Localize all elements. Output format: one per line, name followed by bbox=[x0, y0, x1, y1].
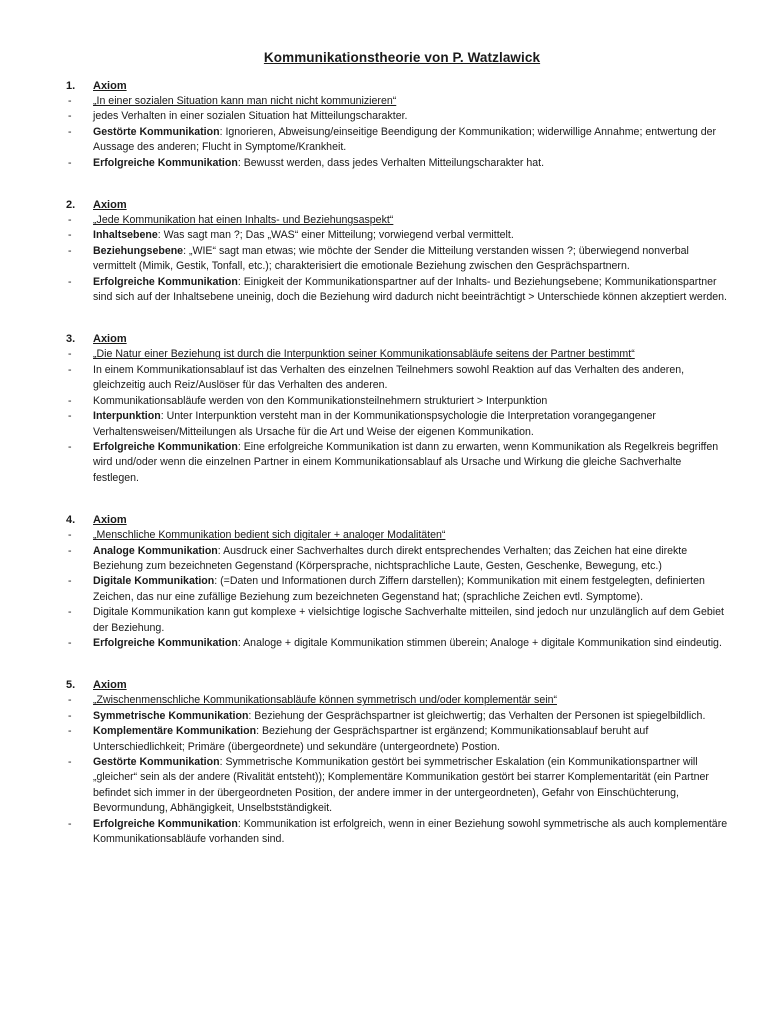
list-item bbox=[66, 213, 728, 228]
item-term: Symmetrische Kommunikation bbox=[93, 709, 249, 722]
axiom-section bbox=[66, 198, 728, 305]
dash-bullet: - bbox=[68, 214, 72, 227]
list-item bbox=[66, 347, 728, 362]
item-text bbox=[93, 347, 728, 362]
item-text bbox=[93, 156, 728, 171]
axiom-label: Axiom bbox=[93, 514, 127, 527]
item-text bbox=[93, 528, 728, 543]
dash-bullet: - bbox=[68, 636, 72, 649]
item-text bbox=[93, 574, 728, 605]
dash-bullet: - bbox=[68, 410, 72, 423]
item-term: Erfolgreiche Kommunikation bbox=[93, 817, 238, 830]
axiom-number: 2. bbox=[66, 199, 76, 212]
axiom-section bbox=[66, 79, 728, 171]
axiom-number: 5. bbox=[66, 679, 76, 692]
list-item bbox=[66, 409, 728, 440]
list-item bbox=[66, 544, 728, 575]
dash-bullet: - bbox=[68, 440, 72, 453]
item-body: : Einigkeit der Kommunikationspartner auf der Inhalts- und Beziehungsebene; Kommunikationspartner sind sich auf der Inhaltsebene uneinig, doch die Beziehung wird dadurch nicht beeinträchtigt > Unterschiede können akzeptiert werden. bbox=[93, 275, 727, 304]
item-body: : Ignorieren, Abweisung/einseitige Beendigung der Kommunikation; widerwillige Annahme; entwertung der Aussage des anderen; Flucht in Symptome/Krankheit. bbox=[93, 125, 717, 154]
dash-bullet: - bbox=[68, 95, 72, 107]
item-text bbox=[93, 544, 728, 575]
item-body: : Was sagt man ?; Das „WAS“ einer Mitteilung; vorwiegend verbal vermittelt. bbox=[157, 229, 514, 242]
dash-bullet: - bbox=[68, 156, 72, 169]
dash-bullet: - bbox=[68, 363, 72, 376]
axiom-heading bbox=[66, 198, 728, 213]
item-body: : Analoge + digitale Kommunikation stimmen überein; Analoge + digitale Kommunikation sind eindeutig. bbox=[237, 636, 722, 649]
page-title: Kommunikationstheorie von P. Watzlawick bbox=[263, 50, 541, 65]
axiom-quote: „Zwischenmenschliche Kommunikationsabläufe können symmetrisch und/oder komplementär sein“ bbox=[93, 694, 557, 707]
item-term: Erfolgreiche Kommunikation bbox=[93, 275, 238, 288]
list-item bbox=[66, 109, 728, 124]
item-text bbox=[93, 228, 728, 243]
item-body: Kommunikationsabläufe werden von den Kommunikationsteilnehmern strukturiert > Interpunktion bbox=[93, 394, 548, 407]
item-text bbox=[93, 724, 728, 755]
bullet-list bbox=[66, 347, 728, 486]
item-body: jedes Verhalten in einer sozialen Situation hat Mitteilungscharakter. bbox=[93, 110, 408, 123]
bullet-list bbox=[66, 693, 728, 847]
axiom-heading bbox=[66, 79, 728, 94]
list-item bbox=[66, 125, 728, 156]
item-text bbox=[93, 605, 728, 636]
item-body: : Beziehung der Gesprächspartner ist gleichwertig; das Verhalten der Personen ist spiegelbildlich. bbox=[248, 709, 706, 722]
item-body: : Ausdruck einer Sachverhaltes durch direkt entsprechendes Verhalten; das Zeichen hat eine direkte Beziehung zum bezeichneten Gegenstand (Körpersprache, nichtsprachliche Laute, Gesten, Geschenke, Bewegung, etc.) bbox=[93, 544, 688, 572]
item-text bbox=[93, 394, 728, 409]
list-item bbox=[66, 363, 728, 394]
axiom-heading bbox=[66, 678, 728, 693]
axiom-quote: „Menschliche Kommunikation bedient sich digitaler + analoger Modalitäten“ bbox=[93, 529, 446, 542]
item-term: Gestörte Kommunikation bbox=[93, 125, 220, 138]
dash-bullet: - bbox=[68, 125, 72, 138]
item-text bbox=[93, 409, 728, 440]
axiom-label: Axiom bbox=[93, 80, 127, 92]
item-term: Inhaltsebene bbox=[93, 229, 158, 242]
list-item bbox=[66, 244, 728, 275]
list-item bbox=[66, 636, 728, 651]
dash-bullet: - bbox=[68, 575, 72, 588]
list-item bbox=[66, 574, 728, 605]
dash-bullet: - bbox=[68, 606, 72, 619]
item-body: In einem Kommunikationsablauf ist das Verhalten des einzelnen Teilnehmers sowohl Reaktion auf das Verhalten des anderen, gleichzeitig auch Reiz/Auslöser für das Verhalten des anderen. bbox=[93, 363, 685, 392]
axiom-number: 3. bbox=[66, 333, 76, 346]
item-term: Digitale Kommunikation bbox=[93, 575, 215, 588]
dash-bullet: - bbox=[68, 756, 72, 768]
item-body: : Eine erfolgreiche Kommunikation ist dann zu erwarten, wenn Kommunikation als Regelkreis begriffen wird und/oder wenn die einzelnen Partner in einem Kommunikationsablauf als Ursache und Wirkung die gleiche Sachverhalte festlegen. bbox=[93, 440, 719, 484]
item-body: : Symmetrische Kommunikation gestört bei symmetrischer Eskalation (ein Kommunikationspartner will „gleicher“ sein als der andere (Rivalität entsteht)); Komplementäre Kommunikation gestört bei starrer Komplementarität (ein Partner befindet sich immer in der übergeordneten Position, der andere immer in der untergeordneten), Gefahr von Einschüchterung, Bevormundung, Abhängigkeit, Unselbstständigkeit. bbox=[93, 756, 709, 815]
list-item bbox=[66, 94, 728, 109]
axiom-list bbox=[66, 79, 728, 847]
item-text bbox=[93, 125, 728, 156]
axiom-number: 4. bbox=[66, 514, 76, 527]
bullet-list bbox=[66, 94, 728, 171]
item-body: : Unter Interpunktion versteht man in der Kommunikationspsychologie die Interpretation vorangegangener Verhaltensweisen/Mitteilungen als Ursache für die Art und Weise der eigenen Kommunikation. bbox=[93, 410, 656, 438]
item-body: : Bewusst werden, dass jedes Verhalten Mitteilungscharakter hat. bbox=[237, 156, 545, 169]
list-item bbox=[66, 394, 728, 409]
axiom-number: 1. bbox=[66, 80, 76, 92]
list-item bbox=[66, 605, 728, 636]
dash-bullet: - bbox=[68, 544, 72, 557]
list-item bbox=[66, 724, 728, 755]
item-body: : Kommunikation ist erfolgreich, wenn in einer Beziehung sowohl symmetrische als auch komplementäre Kommunikationsabläufe vorhanden sind. bbox=[93, 817, 728, 846]
item-text bbox=[93, 817, 728, 848]
item-term: Erfolgreiche Kommunikation bbox=[93, 156, 238, 169]
axiom-label: Axiom bbox=[93, 199, 127, 212]
dash-bullet: - bbox=[68, 275, 72, 288]
dash-bullet: - bbox=[68, 229, 72, 242]
bullet-list bbox=[66, 213, 728, 305]
axiom-section bbox=[66, 678, 728, 847]
list-item bbox=[66, 817, 728, 848]
item-text bbox=[93, 244, 728, 275]
list-item bbox=[66, 228, 728, 243]
item-text bbox=[93, 440, 728, 486]
list-item bbox=[66, 755, 728, 817]
item-text bbox=[93, 363, 728, 394]
item-body: : „WIE“ sagt man etwas; wie möchte der Sender die Mitteilung verstanden wissen ?; überwiegend nonverbal vermittelt (Mimik, Gestik, Tonfall, etc.); charakterisiert die emotionale Beziehung zwischen den Gesprächspartnern. bbox=[93, 244, 689, 273]
axiom-quote: „Die Natur einer Beziehung ist durch die Interpunktion seiner Kommunikationsabläufe seitens der Partner bestimmt“ bbox=[93, 348, 635, 361]
item-term: Analoge Kommunikation bbox=[93, 544, 218, 557]
dash-bullet: - bbox=[68, 694, 72, 707]
axiom-label: Axiom bbox=[93, 679, 127, 692]
list-item bbox=[66, 693, 728, 708]
item-term: Erfolgreiche Kommunikation bbox=[93, 440, 238, 453]
item-term: Gestörte Kommunikation bbox=[93, 756, 220, 768]
item-term: Beziehungsebene bbox=[93, 244, 184, 257]
dash-bullet: - bbox=[68, 529, 72, 542]
item-text bbox=[93, 755, 728, 817]
item-body: : Beziehung der Gesprächspartner ist ergänzend; Kommunikationsablauf beruht auf Unterschiedlichkeit; Primäre (übergeordnete) und sekundäre (untergeordnete) Postion. bbox=[93, 725, 649, 753]
list-item bbox=[66, 156, 728, 171]
axiom-section bbox=[66, 513, 728, 651]
item-term: Komplementäre Kommunikation bbox=[93, 725, 257, 738]
item-text bbox=[93, 94, 728, 109]
dash-bullet: - bbox=[68, 244, 72, 257]
bullet-list bbox=[66, 528, 728, 651]
dash-bullet: - bbox=[68, 348, 72, 361]
list-item bbox=[66, 275, 728, 306]
item-text bbox=[93, 213, 728, 228]
axiom-quote: „Jede Kommunikation hat einen Inhalts- und Beziehungsaspekt“ bbox=[93, 214, 394, 227]
axiom-quote: „In einer sozialen Situation kann man nicht nicht kommunizieren“ bbox=[93, 95, 397, 107]
dash-bullet: - bbox=[68, 709, 72, 722]
item-body: Digitale Kommunikation kann gut komplexe + vielsichtige logische Sachverhalte mitteilen, sind jedoch nur unzulänglich auf dem Gebiet der Beziehung. bbox=[93, 606, 724, 634]
list-item bbox=[66, 440, 728, 486]
item-body: : (=Daten und Informationen durch Ziffern darstellen); Kommunikation mit einem festgelegten, definierten Zeichen, das nur eine zufällige Beziehung zum bezeichneten Gegenstand hat; (sprachliche Zeichen evtl. Symptome). bbox=[93, 575, 705, 603]
dash-bullet: - bbox=[68, 394, 72, 407]
list-item bbox=[66, 709, 728, 724]
item-term: Erfolgreiche Kommunikation bbox=[93, 636, 238, 649]
item-text bbox=[93, 636, 728, 651]
item-text bbox=[93, 109, 728, 124]
item-text bbox=[93, 275, 728, 306]
axiom-heading bbox=[66, 332, 728, 347]
axiom-label: Axiom bbox=[93, 333, 127, 346]
dash-bullet: - bbox=[68, 110, 72, 123]
axiom-heading bbox=[66, 513, 728, 528]
dash-bullet: - bbox=[68, 725, 72, 738]
item-text bbox=[93, 709, 728, 724]
item-term: Interpunktion bbox=[93, 410, 161, 423]
axiom-section bbox=[66, 332, 728, 486]
dash-bullet: - bbox=[68, 817, 72, 830]
list-item bbox=[66, 528, 728, 543]
item-text bbox=[93, 693, 728, 708]
